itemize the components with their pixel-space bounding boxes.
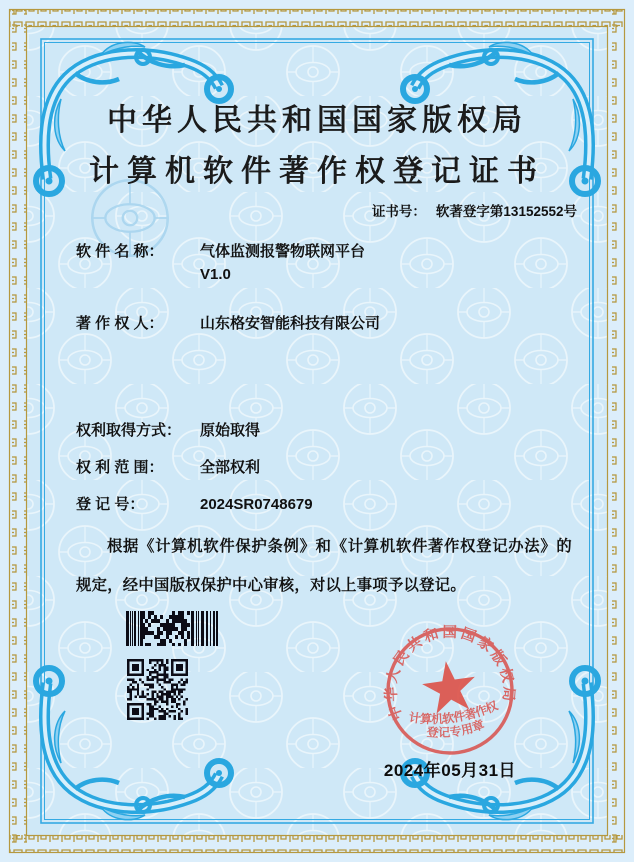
field-registration-number bbox=[76, 493, 313, 514]
issuing-authority-title: 中华人民共和国国家版权局 bbox=[107, 104, 527, 137]
red-star-icon bbox=[419, 658, 479, 716]
rights-scope-value: 全部权利 bbox=[200, 459, 261, 476]
software-name-label: 软 件 名 称： bbox=[76, 243, 164, 260]
field-rights-scope bbox=[76, 456, 261, 477]
issue-date: 2024年05月31日 bbox=[383, 761, 517, 780]
certificate-number-label: 证书号： bbox=[371, 204, 426, 219]
registration-number-value: 2024SR0748679 bbox=[200, 496, 313, 513]
registration-number-label: 登 记 号： bbox=[76, 496, 145, 513]
official-seal bbox=[374, 614, 526, 766]
copyright-owner-value: 山东格安智能科技有限公司 bbox=[200, 315, 381, 332]
seal-ring-text: 中华人民共和国国家版权局 bbox=[383, 624, 517, 723]
seal-inner-text-1: 计算机软件著作权 bbox=[408, 698, 500, 727]
certificate-number-row bbox=[372, 200, 577, 220]
qr-code bbox=[127, 659, 188, 720]
field-copyright-owner bbox=[76, 312, 381, 333]
field-software-name bbox=[76, 240, 366, 283]
certificate-number-value: 软著登字第13152552号 bbox=[435, 204, 577, 219]
field-acquisition-method bbox=[76, 419, 261, 440]
rights-scope-label: 权 利 范 围： bbox=[76, 459, 164, 476]
acquisition-method-value: 原始取得 bbox=[200, 422, 261, 439]
copyright-owner-label: 著 作 权 人： bbox=[76, 315, 164, 332]
software-name-value: 气体监测报警物联网平台 V1.0 bbox=[200, 243, 366, 283]
certificate-title: 计算机软件著作权登记证书 bbox=[89, 155, 545, 188]
seal-inner-text-2: 登记专用章 bbox=[426, 717, 487, 740]
acquisition-method-label: 权利取得方式： bbox=[76, 422, 182, 439]
barcode bbox=[126, 611, 218, 646]
registration-statement: 根据《计算机软件保护条例》和《计算机软件著作权登记办法》的规定，经中国版权保护中心审核，对以上事项予以登记。 bbox=[76, 538, 572, 594]
